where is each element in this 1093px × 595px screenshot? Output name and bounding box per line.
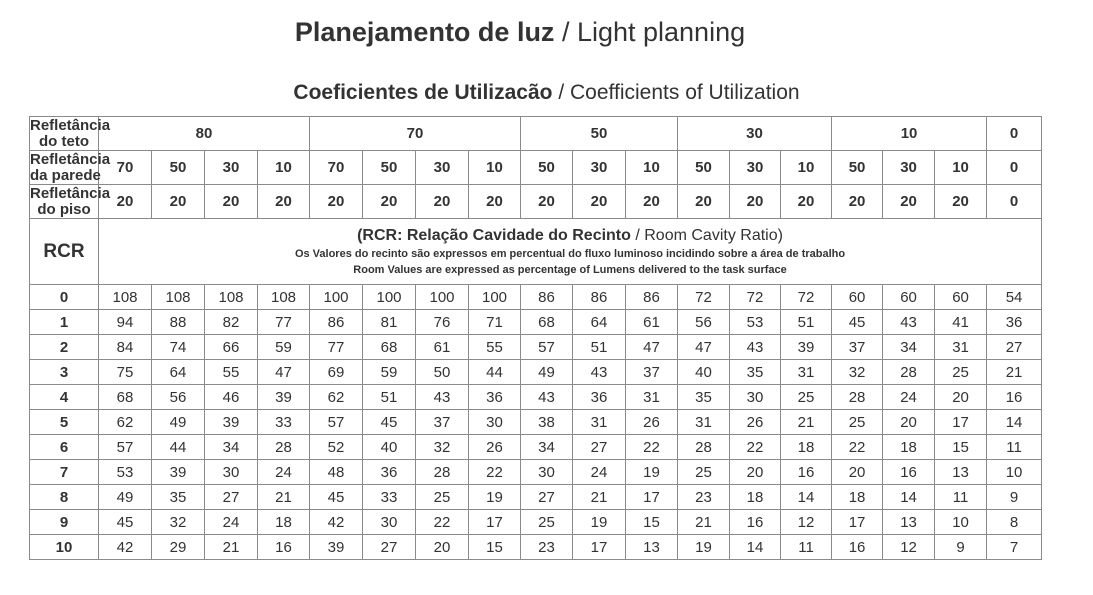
coefficient-cell: 61 bbox=[416, 335, 469, 360]
floor-reflectance-value: 20 bbox=[99, 185, 152, 219]
coefficient-cell: 49 bbox=[99, 485, 152, 510]
coefficient-cell: 22 bbox=[469, 460, 521, 485]
coefficient-cell: 21 bbox=[573, 485, 626, 510]
table-row bbox=[30, 385, 1042, 410]
coefficient-cell: 17 bbox=[573, 535, 626, 560]
coefficient-cell: 30 bbox=[730, 385, 781, 410]
coefficient-cell: 16 bbox=[730, 510, 781, 535]
wall-reflectance-value: 30 bbox=[205, 151, 258, 185]
coefficient-cell: 75 bbox=[99, 360, 152, 385]
coefficient-cell: 57 bbox=[310, 410, 363, 435]
coefficient-cell: 55 bbox=[205, 360, 258, 385]
coefficient-cell: 33 bbox=[363, 485, 416, 510]
floor-reflectance-value: 20 bbox=[310, 185, 363, 219]
coefficient-cell: 35 bbox=[678, 385, 730, 410]
coefficient-cell: 52 bbox=[310, 435, 363, 460]
coefficient-cell: 81 bbox=[363, 310, 416, 335]
coefficient-cell: 84 bbox=[99, 335, 152, 360]
coefficient-cell: 34 bbox=[521, 435, 573, 460]
coefficient-cell: 25 bbox=[832, 410, 883, 435]
coefficient-cell: 10 bbox=[935, 510, 987, 535]
coefficient-cell: 17 bbox=[935, 410, 987, 435]
coefficient-cell: 31 bbox=[935, 335, 987, 360]
coefficient-cell: 8 bbox=[987, 510, 1042, 535]
coefficient-cell: 10 bbox=[987, 460, 1042, 485]
coefficient-cell: 27 bbox=[363, 535, 416, 560]
coefficient-cell: 62 bbox=[310, 385, 363, 410]
rcr-value: 10 bbox=[30, 535, 99, 560]
ceiling-group-header: 80 bbox=[99, 117, 310, 151]
coefficient-cell: 42 bbox=[310, 510, 363, 535]
coefficient-cell: 34 bbox=[883, 335, 935, 360]
floor-reflectance-value: 20 bbox=[258, 185, 310, 219]
section-subtitle bbox=[0, 79, 1093, 107]
table-row bbox=[30, 310, 1042, 335]
wall-reflectance-value: 10 bbox=[258, 151, 310, 185]
coefficient-cell: 77 bbox=[258, 310, 310, 335]
coefficient-cell: 25 bbox=[678, 460, 730, 485]
coefficient-cell: 68 bbox=[363, 335, 416, 360]
coefficient-cell: 22 bbox=[626, 435, 678, 460]
coefficient-cell: 12 bbox=[883, 535, 935, 560]
coefficient-cell: 59 bbox=[363, 360, 416, 385]
coefficient-cell: 56 bbox=[678, 310, 730, 335]
coefficient-cell: 18 bbox=[883, 435, 935, 460]
coefficient-cell: 36 bbox=[469, 385, 521, 410]
wall-reflectance-value: 50 bbox=[152, 151, 205, 185]
coefficient-cell: 28 bbox=[258, 435, 310, 460]
title-pt: Planejamento de luz bbox=[294, 17, 555, 47]
coefficient-cell: 59 bbox=[258, 335, 310, 360]
rcr-value: 6 bbox=[30, 435, 99, 460]
coefficient-cell: 60 bbox=[832, 285, 883, 310]
floor-reflectance-value: 20 bbox=[626, 185, 678, 219]
coefficient-cell: 35 bbox=[152, 485, 205, 510]
rcr-value: 7 bbox=[30, 460, 99, 485]
wall-reflectance-value: 10 bbox=[469, 151, 521, 185]
coefficient-cell: 64 bbox=[573, 310, 626, 335]
coefficient-cell: 60 bbox=[883, 285, 935, 310]
coefficient-cell: 13 bbox=[935, 460, 987, 485]
coefficient-cell: 29 bbox=[152, 535, 205, 560]
coefficient-cell: 86 bbox=[310, 310, 363, 335]
coefficient-cell: 16 bbox=[883, 460, 935, 485]
coefficient-cell: 57 bbox=[99, 435, 152, 460]
coefficient-cell: 39 bbox=[205, 410, 258, 435]
page-title bbox=[0, 15, 1040, 49]
coefficient-cell: 56 bbox=[152, 385, 205, 410]
floor-reflectance-value: 20 bbox=[363, 185, 416, 219]
coefficient-cell: 86 bbox=[626, 285, 678, 310]
wall-reflectance-value: 10 bbox=[935, 151, 987, 185]
coefficient-cell: 31 bbox=[626, 385, 678, 410]
ceiling-group-header: 0 bbox=[987, 117, 1042, 151]
rcr-value: 5 bbox=[30, 410, 99, 435]
coefficient-cell: 47 bbox=[258, 360, 310, 385]
coefficient-cell: 24 bbox=[205, 510, 258, 535]
coefficient-cell: 100 bbox=[363, 285, 416, 310]
coefficient-cell: 39 bbox=[258, 385, 310, 410]
ceiling-reflectance-row bbox=[30, 117, 1042, 151]
coefficient-cell: 17 bbox=[626, 485, 678, 510]
coefficient-cell: 45 bbox=[832, 310, 883, 335]
coefficient-cell: 25 bbox=[521, 510, 573, 535]
wall-reflectance-value: 10 bbox=[626, 151, 678, 185]
wall-reflectance-value: 0 bbox=[987, 151, 1042, 185]
coefficient-cell: 44 bbox=[469, 360, 521, 385]
coefficient-cell: 22 bbox=[730, 435, 781, 460]
wall-reflectance-value: 50 bbox=[363, 151, 416, 185]
table-row bbox=[30, 410, 1042, 435]
coefficient-cell: 16 bbox=[781, 460, 832, 485]
coefficient-cell: 37 bbox=[626, 360, 678, 385]
coefficient-cell: 20 bbox=[416, 535, 469, 560]
coefficient-cell: 14 bbox=[883, 485, 935, 510]
coefficient-cell: 43 bbox=[730, 335, 781, 360]
coefficient-cell: 14 bbox=[987, 410, 1042, 435]
coefficient-cell: 39 bbox=[781, 335, 832, 360]
coefficient-cell: 20 bbox=[730, 460, 781, 485]
floor-reflectance-value: 20 bbox=[416, 185, 469, 219]
coefficient-cell: 66 bbox=[205, 335, 258, 360]
coefficient-cell: 40 bbox=[678, 360, 730, 385]
coefficient-cell: 32 bbox=[416, 435, 469, 460]
coefficient-cell: 30 bbox=[469, 410, 521, 435]
floor-reflectance-value: 20 bbox=[205, 185, 258, 219]
coefficient-cell: 19 bbox=[626, 460, 678, 485]
wall-reflectance-value: 30 bbox=[416, 151, 469, 185]
coefficient-cell: 53 bbox=[99, 460, 152, 485]
coefficient-cell: 27 bbox=[573, 435, 626, 460]
coefficient-cell: 24 bbox=[258, 460, 310, 485]
subtitle-sep: / bbox=[552, 81, 571, 104]
coefficient-cell: 30 bbox=[363, 510, 416, 535]
coefficient-cell: 86 bbox=[573, 285, 626, 310]
coefficient-cell: 26 bbox=[469, 435, 521, 460]
floor-reflectance-row bbox=[30, 185, 1042, 219]
ceiling-group-header: 10 bbox=[832, 117, 987, 151]
title-sep: / bbox=[554, 17, 577, 47]
ceiling-reflectance-label: Refletância do teto bbox=[30, 116, 111, 150]
subtitle-pt: Coeficientes de Utilizacão bbox=[293, 81, 553, 104]
coefficient-cell: 45 bbox=[99, 510, 152, 535]
coefficient-cell: 72 bbox=[678, 285, 730, 310]
floor-reflectance-value: 20 bbox=[678, 185, 730, 219]
coefficient-cell: 25 bbox=[935, 360, 987, 385]
coefficient-cell: 69 bbox=[310, 360, 363, 385]
coefficient-cell: 37 bbox=[416, 410, 469, 435]
coefficient-cell: 20 bbox=[883, 410, 935, 435]
rcr-value: 4 bbox=[30, 385, 99, 410]
coefficient-cell: 39 bbox=[152, 460, 205, 485]
coefficient-cell: 21 bbox=[987, 360, 1042, 385]
coefficient-cell: 61 bbox=[626, 310, 678, 335]
wall-reflectance-value: 50 bbox=[832, 151, 883, 185]
coefficient-cell: 31 bbox=[678, 410, 730, 435]
coefficient-cell: 28 bbox=[678, 435, 730, 460]
coefficient-cell: 25 bbox=[416, 485, 469, 510]
coefficient-cell: 27 bbox=[987, 335, 1042, 360]
coefficient-cell: 82 bbox=[205, 310, 258, 335]
rcr-value: 0 bbox=[30, 285, 99, 310]
coefficient-cell: 43 bbox=[883, 310, 935, 335]
coefficient-cell: 86 bbox=[521, 285, 573, 310]
coefficient-cell: 50 bbox=[416, 360, 469, 385]
coefficient-cell: 32 bbox=[832, 360, 883, 385]
coefficient-cell: 100 bbox=[416, 285, 469, 310]
rcr-description-heading: (RCR: Relação Cavidade do Recinto / Room Cavity Ratio) bbox=[357, 226, 783, 244]
coefficient-cell: 32 bbox=[152, 510, 205, 535]
coefficient-cell: 23 bbox=[521, 535, 573, 560]
coefficient-cell: 17 bbox=[469, 510, 521, 535]
coefficient-cell: 18 bbox=[730, 485, 781, 510]
floor-reflectance-value: 20 bbox=[730, 185, 781, 219]
coefficient-cell: 21 bbox=[258, 485, 310, 510]
coefficient-cell: 94 bbox=[99, 310, 152, 335]
coefficient-cell: 47 bbox=[626, 335, 678, 360]
coefficient-cell: 31 bbox=[573, 410, 626, 435]
coefficient-cell: 68 bbox=[99, 385, 152, 410]
coefficient-cell: 20 bbox=[935, 385, 987, 410]
coefficient-cell: 27 bbox=[205, 485, 258, 510]
coefficient-cell: 68 bbox=[521, 310, 573, 335]
coefficient-cell: 55 bbox=[469, 335, 521, 360]
coefficient-cell: 19 bbox=[469, 485, 521, 510]
coefficient-cell: 72 bbox=[730, 285, 781, 310]
coefficient-cell: 16 bbox=[987, 385, 1042, 410]
coefficient-cell: 39 bbox=[310, 535, 363, 560]
ceiling-group-header: 30 bbox=[678, 117, 832, 151]
coefficient-cell: 46 bbox=[205, 385, 258, 410]
coefficient-cell: 51 bbox=[363, 385, 416, 410]
floor-reflectance-value: 20 bbox=[883, 185, 935, 219]
rcr-note-row bbox=[30, 219, 1042, 285]
coefficient-cell: 14 bbox=[730, 535, 781, 560]
floor-reflectance-value: 20 bbox=[573, 185, 626, 219]
coefficient-cell: 17 bbox=[832, 510, 883, 535]
rcr-value: 9 bbox=[30, 510, 99, 535]
coefficient-cell: 27 bbox=[521, 485, 573, 510]
wall-reflectance-value: 70 bbox=[99, 151, 152, 185]
coefficient-cell: 21 bbox=[678, 510, 730, 535]
rcr-description-pt: Os Valores do recinto são expressos em percentual do fluxo luminoso incidindo sobre a área de trabalho bbox=[294, 247, 846, 260]
coefficient-cell: 62 bbox=[99, 410, 152, 435]
coefficient-cell: 11 bbox=[987, 435, 1042, 460]
coefficient-cell: 7 bbox=[987, 535, 1042, 560]
coefficient-cell: 30 bbox=[205, 460, 258, 485]
coefficient-cell: 49 bbox=[152, 410, 205, 435]
floor-reflectance-value: 20 bbox=[469, 185, 521, 219]
rcr-label: RCR bbox=[30, 219, 99, 285]
coefficient-cell: 108 bbox=[99, 285, 152, 310]
coefficients-body bbox=[30, 285, 1042, 560]
coefficient-cell: 44 bbox=[152, 435, 205, 460]
coefficient-cell: 108 bbox=[205, 285, 258, 310]
coefficient-cell: 38 bbox=[521, 410, 573, 435]
wall-reflectance-label: Refletância da parede bbox=[30, 150, 111, 184]
floor-reflectance-value: 20 bbox=[832, 185, 883, 219]
coefficient-cell: 23 bbox=[678, 485, 730, 510]
rcr-value: 1 bbox=[30, 310, 99, 335]
coefficient-cell: 76 bbox=[416, 310, 469, 335]
coefficient-cell: 19 bbox=[678, 535, 730, 560]
coefficient-cell: 22 bbox=[416, 510, 469, 535]
rcr-value: 3 bbox=[30, 360, 99, 385]
rcr-description-en: Room Values are expressed as percentage of Lumens delivered to the task surface bbox=[353, 263, 787, 276]
coefficient-cell: 30 bbox=[521, 460, 573, 485]
coefficient-cell: 9 bbox=[987, 485, 1042, 510]
coefficient-cell: 16 bbox=[832, 535, 883, 560]
coefficient-cell: 13 bbox=[883, 510, 935, 535]
coefficient-cell: 16 bbox=[258, 535, 310, 560]
coefficient-cell: 42 bbox=[99, 535, 152, 560]
coefficient-cell: 47 bbox=[678, 335, 730, 360]
coefficient-cell: 28 bbox=[416, 460, 469, 485]
coefficient-cell: 34 bbox=[205, 435, 258, 460]
coefficient-cell: 100 bbox=[469, 285, 521, 310]
coefficient-cell: 51 bbox=[781, 310, 832, 335]
coefficient-cell: 11 bbox=[781, 535, 832, 560]
table-row bbox=[30, 335, 1042, 360]
wall-reflectance-value: 30 bbox=[730, 151, 781, 185]
wall-reflectance-value: 70 bbox=[310, 151, 363, 185]
table-row bbox=[30, 285, 1042, 310]
coefficient-cell: 48 bbox=[310, 460, 363, 485]
coefficient-cell: 20 bbox=[832, 460, 883, 485]
coefficient-cell: 108 bbox=[258, 285, 310, 310]
rcr-value: 8 bbox=[30, 485, 99, 510]
coefficient-cell: 40 bbox=[363, 435, 416, 460]
coefficient-cell: 33 bbox=[258, 410, 310, 435]
wall-reflectance-value: 30 bbox=[883, 151, 935, 185]
coefficient-cell: 19 bbox=[573, 510, 626, 535]
coefficient-cell: 43 bbox=[416, 385, 469, 410]
table-row bbox=[30, 460, 1042, 485]
subtitle-en: Coefficients of Utilization bbox=[570, 81, 800, 104]
coefficient-cell: 35 bbox=[730, 360, 781, 385]
wall-reflectance-value: 50 bbox=[678, 151, 730, 185]
coefficient-cell: 51 bbox=[573, 335, 626, 360]
coefficient-cell: 31 bbox=[781, 360, 832, 385]
ceiling-group-header: 50 bbox=[521, 117, 678, 151]
coefficient-cell: 14 bbox=[781, 485, 832, 510]
coefficient-cell: 60 bbox=[935, 285, 987, 310]
floor-reflectance-value: 20 bbox=[521, 185, 573, 219]
coefficient-cell: 15 bbox=[935, 435, 987, 460]
coefficients-table bbox=[29, 116, 1042, 560]
coefficient-cell: 57 bbox=[521, 335, 573, 360]
coefficient-cell: 43 bbox=[573, 360, 626, 385]
coefficient-cell: 100 bbox=[310, 285, 363, 310]
coefficient-cell: 88 bbox=[152, 310, 205, 335]
rcr-value: 2 bbox=[30, 335, 99, 360]
floor-reflectance-value: 20 bbox=[935, 185, 987, 219]
floor-reflectance-label: Refletância do piso bbox=[30, 184, 111, 218]
table-row bbox=[30, 535, 1042, 560]
wall-reflectance-row bbox=[30, 151, 1042, 185]
coefficient-cell: 18 bbox=[832, 485, 883, 510]
coefficient-cell: 18 bbox=[258, 510, 310, 535]
coefficient-cell: 21 bbox=[205, 535, 258, 560]
floor-reflectance-value: 20 bbox=[781, 185, 832, 219]
coefficient-cell: 36 bbox=[987, 310, 1042, 335]
coefficient-cell: 72 bbox=[781, 285, 832, 310]
floor-reflectance-value: 0 bbox=[987, 185, 1042, 219]
coefficient-cell: 77 bbox=[310, 335, 363, 360]
coefficient-cell: 22 bbox=[832, 435, 883, 460]
coefficient-cell: 74 bbox=[152, 335, 205, 360]
coefficient-cell: 9 bbox=[935, 535, 987, 560]
coefficient-cell: 45 bbox=[363, 410, 416, 435]
coefficient-cell: 18 bbox=[781, 435, 832, 460]
coefficient-cell: 43 bbox=[521, 385, 573, 410]
coefficient-cell: 26 bbox=[730, 410, 781, 435]
coefficient-cell: 41 bbox=[935, 310, 987, 335]
coefficient-cell: 24 bbox=[883, 385, 935, 410]
table-row bbox=[30, 485, 1042, 510]
table-row bbox=[30, 435, 1042, 460]
coefficient-cell: 15 bbox=[469, 535, 521, 560]
coefficient-cell: 71 bbox=[469, 310, 521, 335]
coefficient-cell: 12 bbox=[781, 510, 832, 535]
coefficient-cell: 53 bbox=[730, 310, 781, 335]
coefficient-cell: 36 bbox=[573, 385, 626, 410]
coefficient-cell: 49 bbox=[521, 360, 573, 385]
coefficient-cell: 13 bbox=[626, 535, 678, 560]
coefficient-cell: 28 bbox=[883, 360, 935, 385]
coefficient-cell: 24 bbox=[573, 460, 626, 485]
coefficient-cell: 64 bbox=[152, 360, 205, 385]
coefficient-cell: 21 bbox=[781, 410, 832, 435]
coefficient-cell: 36 bbox=[363, 460, 416, 485]
wall-reflectance-value: 50 bbox=[521, 151, 573, 185]
wall-reflectance-value: 30 bbox=[573, 151, 626, 185]
table-row bbox=[30, 510, 1042, 535]
ceiling-group-header: 70 bbox=[310, 117, 521, 151]
coefficient-cell: 25 bbox=[781, 385, 832, 410]
coefficient-cell: 26 bbox=[626, 410, 678, 435]
rcr-description bbox=[99, 219, 1042, 285]
wall-reflectance-value: 10 bbox=[781, 151, 832, 185]
coefficient-cell: 37 bbox=[832, 335, 883, 360]
coefficient-cell: 54 bbox=[987, 285, 1042, 310]
coefficient-cell: 11 bbox=[935, 485, 987, 510]
coefficient-cell: 108 bbox=[152, 285, 205, 310]
coefficient-cell: 15 bbox=[626, 510, 678, 535]
table-row bbox=[30, 360, 1042, 385]
title-en: Light planning bbox=[576, 17, 746, 47]
coefficient-cell: 28 bbox=[832, 385, 883, 410]
floor-reflectance-value: 20 bbox=[152, 185, 205, 219]
coefficient-cell: 45 bbox=[310, 485, 363, 510]
